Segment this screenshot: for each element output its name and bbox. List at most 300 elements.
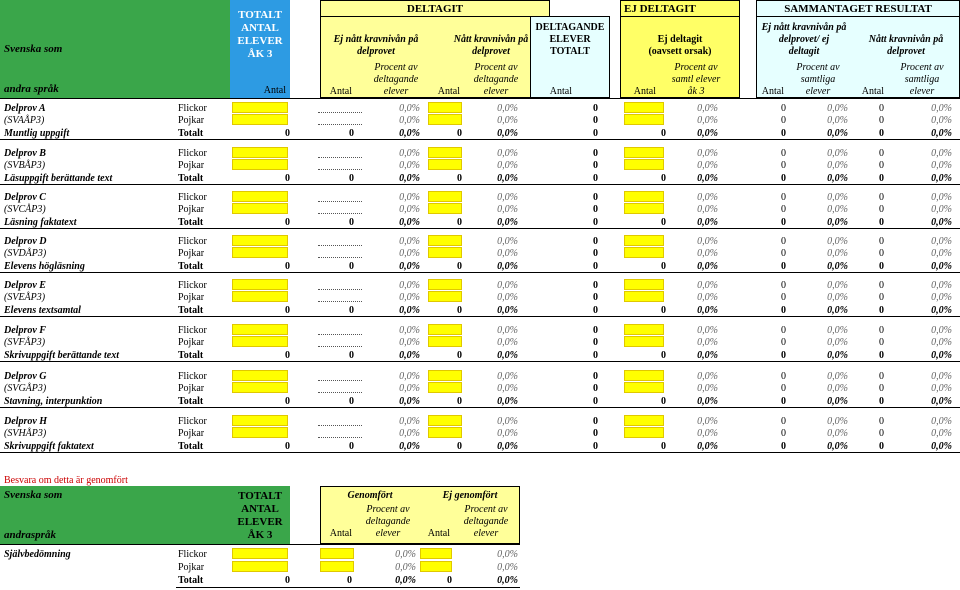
ej-natt-total-pct: 0,0% [399, 217, 420, 228]
input-ej-delt-pojkar[interactable] [624, 427, 664, 438]
ej-natt-total: 0 [349, 217, 354, 228]
row-name: Delprov A [4, 103, 46, 114]
delt-p: 0 [593, 337, 598, 348]
ej-natt-total-pct: 0,0% [399, 261, 420, 272]
input-natt-flickor[interactable] [428, 147, 462, 158]
ej-delt-total: 0 [661, 261, 666, 272]
deltagit-title: DELTAGIT [406, 3, 464, 15]
row-line [0, 184, 960, 185]
samm-ej-pct-t: 0,0% [827, 396, 848, 407]
pct-natt-f: 0,0% [497, 192, 518, 203]
input-ej-delt-flickor[interactable] [624, 324, 664, 335]
antal-col1: Antal [329, 86, 352, 97]
b-input-flickor[interactable] [232, 548, 288, 559]
samm-ej-t: 0 [781, 396, 786, 407]
hdr-ak3: ÅK 3 [247, 48, 273, 60]
samm-ej-pct-p: 0,0% [827, 248, 848, 259]
ej-genomfort-title: Ej genomfört [442, 490, 498, 501]
pct-col2-c: elever [483, 86, 509, 97]
row-pojkar-label: Pojkar [178, 383, 205, 394]
pct-ej-delt-p: 0,0% [697, 204, 718, 215]
row-pojkar-label: Pojkar [178, 160, 205, 171]
row-total-label: Läsuppgift berättande text [4, 173, 113, 184]
pct-natt-p: 0,0% [497, 160, 518, 171]
input-total-pojkar[interactable] [232, 336, 288, 347]
row-name: Delprov B [4, 148, 46, 159]
b-ak3: ÅK 3 [247, 529, 273, 541]
row-pojkar-label: Pojkar [178, 115, 205, 126]
samm-ej-f: 0 [781, 236, 786, 247]
pct-ej-delt-f: 0,0% [697, 148, 718, 159]
total-antal: 0 [285, 217, 290, 228]
samm-natt-pct-t: 0,0% [931, 261, 952, 272]
hdr-totalt: TOTALT [238, 9, 282, 21]
input-natt-pojkar[interactable] [428, 291, 462, 302]
samm-ej-f: 0 [781, 192, 786, 203]
samm-natt-pct-f: 0,0% [931, 192, 952, 203]
input-total-flickor[interactable] [232, 324, 288, 335]
input-ej-delt-flickor[interactable] [624, 415, 664, 426]
samm-natt-p: 0 [879, 428, 884, 439]
samm-natt-p: 0 [879, 248, 884, 259]
delt-t: 0 [593, 441, 598, 452]
pct-ej-delt-f: 0,0% [697, 416, 718, 427]
antal-col6: Antal [861, 86, 884, 97]
row-totalt-label: Totalt [178, 305, 204, 316]
pct-ej-delt-p: 0,0% [697, 428, 718, 439]
pct-ej-natt-f: 0,0% [399, 325, 420, 336]
samm-natt-pct-t: 0,0% [931, 441, 952, 452]
input-ej-delt-flickor[interactable] [624, 370, 664, 381]
samm-natt-pct-p: 0,0% [931, 428, 952, 439]
samm-ej-pct-p: 0,0% [827, 337, 848, 348]
b-gen-pojkar[interactable] [320, 561, 354, 572]
pct-samtl-b: samtliga [800, 74, 836, 85]
total-antal: 0 [285, 396, 290, 407]
input-ej-delt-flickor[interactable] [624, 147, 664, 158]
input-ej-delt-pojkar[interactable] [624, 114, 664, 125]
row-pojkar-label: Pojkar [178, 428, 205, 439]
ej-natt-total-pct: 0,0% [399, 396, 420, 407]
hdr-antal: ANTAL [241, 22, 279, 34]
samm-natt-f: 0 [879, 280, 884, 291]
dot-ej-natt-p [318, 213, 362, 214]
delt-f: 0 [593, 280, 598, 291]
dot-ej-natt-p [318, 124, 362, 125]
b-gen-total: 0 [347, 575, 352, 586]
row-flickor-label: Flickor [178, 148, 207, 159]
antal-col2: Antal [437, 86, 460, 97]
b-ej-flickor[interactable] [420, 548, 452, 559]
pct-ej-natt-p: 0,0% [399, 160, 420, 171]
input-ej-delt-flickor[interactable] [624, 102, 664, 113]
row-name: Delprov C [4, 192, 46, 203]
pct-samtl-a: Procent av [796, 62, 840, 73]
samm-ej-p: 0 [781, 248, 786, 259]
ej-delt-total-pct: 0,0% [697, 128, 718, 139]
pct-ej-natt-f: 0,0% [399, 148, 420, 159]
pct-ej-natt-p: 0,0% [399, 248, 420, 259]
dot-ej-natt-f [318, 380, 362, 381]
genomfort-title: Genomfört [347, 490, 393, 501]
samm-natt-pct-t: 0,0% [931, 396, 952, 407]
dot-ej-natt-f [318, 334, 362, 335]
row-totalt-label: Totalt [178, 261, 204, 272]
row-code: (SVCÅP3) [4, 204, 46, 215]
pct-col2-a: Procent av [474, 62, 518, 73]
row-name: Delprov H [4, 416, 48, 427]
samm-ej-pct-p: 0,0% [827, 204, 848, 215]
sammantaget-title: SAMMANTAGET RESULTAT [784, 3, 932, 15]
row-total-label: Elevens textsamtal [4, 305, 81, 316]
ej-natt-total-pct: 0,0% [399, 173, 420, 184]
row-code: (SVGÅP3) [4, 383, 47, 394]
delt-f: 0 [593, 148, 598, 159]
b-ej-total: 0 [447, 575, 452, 586]
ej-delt-total: 0 [661, 128, 666, 139]
b-flickor: Flickor [178, 549, 207, 560]
ej-delt-total-pct: 0,0% [697, 441, 718, 452]
samm-ej-pct-t: 0,0% [827, 261, 848, 272]
sjalvbedomning-label: Självbedömning [4, 549, 71, 560]
input-natt-flickor[interactable] [428, 279, 462, 290]
col-ej-deltagit-2: (oavsett orsak) [648, 46, 712, 57]
input-natt-pojkar[interactable] [428, 114, 462, 125]
pct-ej-natt-p: 0,0% [399, 383, 420, 394]
b-gen-flickor[interactable] [320, 548, 354, 559]
row-total-label: Stavning, interpunktion [4, 396, 103, 407]
dot-ej-natt-f [318, 112, 362, 113]
samm-natt-pct-p: 0,0% [931, 160, 952, 171]
input-ej-delt-pojkar[interactable] [624, 291, 664, 302]
samm-ej-t: 0 [781, 305, 786, 316]
pct-natt-p: 0,0% [497, 428, 518, 439]
b-elever: ELEVER [237, 516, 283, 528]
total-antal: 0 [285, 350, 290, 361]
b-gen-pct-p: 0,0% [395, 562, 416, 573]
row-name: Delprov F [4, 325, 46, 336]
samm-ej-pct-t: 0,0% [827, 173, 848, 184]
b-antal: ANTAL [241, 503, 279, 515]
input-ej-delt-pojkar[interactable] [624, 159, 664, 170]
input-total-flickor[interactable] [232, 279, 288, 290]
pct-col2-b: deltagande [473, 74, 519, 85]
samm-ej-pct-p: 0,0% [827, 383, 848, 394]
row-pojkar-label: Pojkar [178, 292, 205, 303]
hdr-elever: ELEVER [237, 35, 283, 47]
input-total-pojkar[interactable] [232, 291, 288, 302]
b-pct1-b: deltagande [365, 516, 411, 527]
natt-total: 0 [457, 396, 462, 407]
pct-samtl2-b: samtliga [904, 74, 940, 85]
delt-t: 0 [593, 173, 598, 184]
input-natt-flickor[interactable] [428, 102, 462, 113]
b-pct2-a: Procent av [464, 504, 508, 515]
dot-ej-natt-p [318, 169, 362, 170]
pct-natt-f: 0,0% [497, 236, 518, 247]
pct-ak3-b: samtl elever [671, 74, 721, 85]
pct-ej-natt-p: 0,0% [399, 428, 420, 439]
ej-delt-total-pct: 0,0% [697, 217, 718, 228]
natt-total-pct: 0,0% [497, 173, 518, 184]
delt-t: 0 [593, 396, 598, 407]
pct-ej-natt-p: 0,0% [399, 115, 420, 126]
samm-natt-p: 0 [879, 115, 884, 126]
total-antal: 0 [285, 441, 290, 452]
total-antal: 0 [285, 261, 290, 272]
input-total-pojkar[interactable] [232, 203, 288, 214]
bottom-left-top: Svenska som [4, 489, 63, 501]
row-code: (SVEÅP3) [4, 292, 46, 303]
pct-ej-delt-p: 0,0% [697, 115, 718, 126]
samm-ej-pct-t: 0,0% [827, 441, 848, 452]
samm-natt-t: 0 [879, 305, 884, 316]
input-ej-delt-pojkar[interactable] [624, 247, 664, 258]
b-antal2: Antal [427, 528, 450, 539]
input-natt-pojkar[interactable] [428, 203, 462, 214]
samm-ej-f: 0 [781, 148, 786, 159]
pct-samtl2-a: Procent av [900, 62, 944, 73]
input-total-flickor[interactable] [232, 191, 288, 202]
ej-natt-total-pct: 0,0% [399, 128, 420, 139]
input-total-pojkar[interactable] [232, 427, 288, 438]
samm-ej-t: 0 [781, 261, 786, 272]
ej-delt-total-pct: 0,0% [697, 173, 718, 184]
ej-natt-total: 0 [349, 261, 354, 272]
dot-ej-natt-p [318, 437, 362, 438]
ej-natt-total-pct: 0,0% [399, 441, 420, 452]
delt-p: 0 [593, 115, 598, 126]
samm-natt-pct-p: 0,0% [931, 248, 952, 259]
ej-deltagit-title: EJ DELTAGIT [624, 3, 696, 15]
pct-col1-c: elever [383, 86, 409, 97]
input-ej-delt-pojkar[interactable] [624, 382, 664, 393]
delt-f: 0 [593, 371, 598, 382]
row-total-label: Skrivuppgift faktatext [4, 441, 94, 452]
ej-natt-total: 0 [349, 128, 354, 139]
row-total-label: Läsning faktatext [4, 217, 77, 228]
natt-total-pct: 0,0% [497, 441, 518, 452]
pct-ej-delt-f: 0,0% [697, 192, 718, 203]
row-name: Delprov E [4, 280, 46, 291]
row-line [0, 452, 960, 453]
samm-ej-pct-f: 0,0% [827, 325, 848, 336]
input-natt-flickor[interactable] [428, 235, 462, 246]
samm-natt-p: 0 [879, 337, 884, 348]
row-flickor-label: Flickor [178, 371, 207, 382]
bottom-left-bottom: andraspråk [4, 529, 56, 541]
dot-ej-natt-p [318, 346, 362, 347]
ej-delt-total-pct: 0,0% [697, 305, 718, 316]
row-code: (SVFÅP3) [4, 337, 46, 348]
delt-t: 0 [593, 128, 598, 139]
antal-col4: Antal [633, 86, 656, 97]
input-ej-delt-flickor[interactable] [624, 191, 664, 202]
col-deltagande-3: TOTALT [550, 46, 590, 57]
row-line [0, 407, 960, 408]
samm-natt-pct-f: 0,0% [931, 148, 952, 159]
input-total-pojkar[interactable] [232, 114, 288, 125]
input-natt-pojkar[interactable] [428, 247, 462, 258]
b-ej-pct-f: 0,0% [497, 549, 518, 560]
delt-p: 0 [593, 383, 598, 394]
ej-delt-total-pct: 0,0% [697, 350, 718, 361]
col-deltagande-2: ELEVER [549, 34, 591, 45]
b-pct1-a: Procent av [366, 504, 410, 515]
col-natt-1: Nått kravnivån på [453, 34, 529, 45]
ej-delt-total: 0 [661, 305, 666, 316]
pct-natt-f: 0,0% [497, 148, 518, 159]
col-deltagande-1: DELTAGANDE [535, 22, 605, 33]
b-ej-pct-p: 0,0% [497, 562, 518, 573]
b-totalt-label: Totalt [178, 575, 204, 586]
pct-ej-natt-p: 0,0% [399, 337, 420, 348]
samm-ej-f: 0 [781, 103, 786, 114]
samm-ej-pct-f: 0,0% [827, 371, 848, 382]
row-line [0, 228, 960, 229]
ej-delt-total: 0 [661, 173, 666, 184]
input-ej-delt-pojkar[interactable] [624, 203, 664, 214]
input-ej-delt-flickor[interactable] [624, 235, 664, 246]
samm-ej-3: deltagit [788, 46, 820, 57]
pct-ej-delt-f: 0,0% [697, 325, 718, 336]
dot-ej-natt-f [318, 425, 362, 426]
b-ej-pojkar[interactable] [420, 561, 452, 572]
delt-f: 0 [593, 236, 598, 247]
samm-ej-pct-f: 0,0% [827, 192, 848, 203]
row-flickor-label: Flickor [178, 416, 207, 427]
samm-natt-p: 0 [879, 204, 884, 215]
pct-natt-f: 0,0% [497, 416, 518, 427]
natt-total: 0 [457, 305, 462, 316]
pct-ej-natt-p: 0,0% [399, 292, 420, 303]
pct-natt-p: 0,0% [497, 204, 518, 215]
dot-ej-natt-f [318, 245, 362, 246]
input-total-flickor[interactable] [232, 415, 288, 426]
pct-ej-natt-f: 0,0% [399, 103, 420, 114]
row-pojkar-label: Pojkar [178, 248, 205, 259]
input-natt-flickor[interactable] [428, 324, 462, 335]
samm-natt-pct-p: 0,0% [931, 204, 952, 215]
delt-t: 0 [593, 217, 598, 228]
col-ej-deltagit-1: Ej deltagit [657, 34, 703, 45]
row-code: (SVBÅP3) [4, 160, 46, 171]
samm-ej-pct-t: 0,0% [827, 217, 848, 228]
input-natt-flickor[interactable] [428, 370, 462, 381]
samm-ej-f: 0 [781, 280, 786, 291]
samm-natt-p: 0 [879, 160, 884, 171]
row-totalt-label: Totalt [178, 441, 204, 452]
pct-natt-p: 0,0% [497, 292, 518, 303]
input-total-pojkar[interactable] [232, 382, 288, 393]
ej-natt-total-pct: 0,0% [399, 350, 420, 361]
samm-natt-pct-p: 0,0% [931, 115, 952, 126]
ej-delt-total: 0 [661, 350, 666, 361]
ej-natt-total: 0 [349, 441, 354, 452]
samm-natt-f: 0 [879, 325, 884, 336]
pct-natt-f: 0,0% [497, 280, 518, 291]
ej-natt-total: 0 [349, 173, 354, 184]
pct-ej-delt-p: 0,0% [697, 292, 718, 303]
row-pojkar-label: Pojkar [178, 204, 205, 215]
samm-ej-f: 0 [781, 416, 786, 427]
row-flickor-label: Flickor [178, 325, 207, 336]
input-total-pojkar[interactable] [232, 159, 288, 170]
samm-natt-pct-t: 0,0% [931, 305, 952, 316]
input-total-pojkar[interactable] [232, 247, 288, 258]
input-total-flickor[interactable] [232, 370, 288, 381]
samm-ej-pct-f: 0,0% [827, 280, 848, 291]
natt-total-pct: 0,0% [497, 396, 518, 407]
input-natt-pojkar[interactable] [428, 336, 462, 347]
samm-natt-t: 0 [879, 261, 884, 272]
pct-natt-p: 0,0% [497, 337, 518, 348]
row-code: (SVHÅP3) [4, 428, 47, 439]
header-left-top: Svenska som [4, 43, 63, 55]
samm-natt-pct-t: 0,0% [931, 128, 952, 139]
pct-ej-delt-p: 0,0% [697, 160, 718, 171]
samm-natt-t: 0 [879, 350, 884, 361]
input-total-flickor[interactable] [232, 147, 288, 158]
input-total-flickor[interactable] [232, 235, 288, 246]
natt-total-pct: 0,0% [497, 305, 518, 316]
bottom-totalt-header [230, 486, 290, 544]
input-ej-delt-flickor[interactable] [624, 279, 664, 290]
b-totalt: TOTALT [238, 490, 282, 502]
dot-ej-natt-p [318, 301, 362, 302]
row-total-label: Elevens högläsning [4, 261, 85, 272]
row-code: (SVDÅP3) [4, 248, 47, 259]
samm-ej-f: 0 [781, 325, 786, 336]
pct-ej-natt-f: 0,0% [399, 192, 420, 203]
pct-col1-b: deltagande [373, 74, 419, 85]
row-name: Delprov G [4, 371, 47, 382]
delt-f: 0 [593, 192, 598, 203]
input-ej-delt-pojkar[interactable] [624, 336, 664, 347]
input-total-flickor[interactable] [232, 102, 288, 113]
row-line [0, 316, 960, 317]
delt-p: 0 [593, 292, 598, 303]
pct-ej-delt-f: 0,0% [697, 280, 718, 291]
pct-natt-f: 0,0% [497, 325, 518, 336]
natt-total-pct: 0,0% [497, 128, 518, 139]
pct-natt-p: 0,0% [497, 383, 518, 394]
row-line [0, 272, 960, 273]
dot-ej-natt-p [318, 392, 362, 393]
samm-natt-f: 0 [879, 192, 884, 203]
b-input-pojkar[interactable] [232, 561, 288, 572]
input-natt-pojkar[interactable] [428, 427, 462, 438]
input-natt-pojkar[interactable] [428, 382, 462, 393]
samm-natt-pct-p: 0,0% [931, 337, 952, 348]
row-flickor-label: Flickor [178, 103, 207, 114]
pct-ej-delt-p: 0,0% [697, 248, 718, 259]
row-totalt-label: Totalt [178, 173, 204, 184]
samm-ej-pct-f: 0,0% [827, 236, 848, 247]
input-natt-pojkar[interactable] [428, 159, 462, 170]
input-natt-flickor[interactable] [428, 415, 462, 426]
b-gen-total-pct: 0,0% [395, 575, 416, 586]
totalt-antal-header [230, 0, 290, 98]
samm-natt-t: 0 [879, 173, 884, 184]
row-flickor-label: Flickor [178, 280, 207, 291]
pct-natt-f: 0,0% [497, 371, 518, 382]
b-pct2-c: elever [473, 528, 499, 539]
samm-ej-pct-t: 0,0% [827, 305, 848, 316]
input-natt-flickor[interactable] [428, 191, 462, 202]
b-pct2-b: deltagande [463, 516, 509, 527]
ej-natt-total: 0 [349, 305, 354, 316]
